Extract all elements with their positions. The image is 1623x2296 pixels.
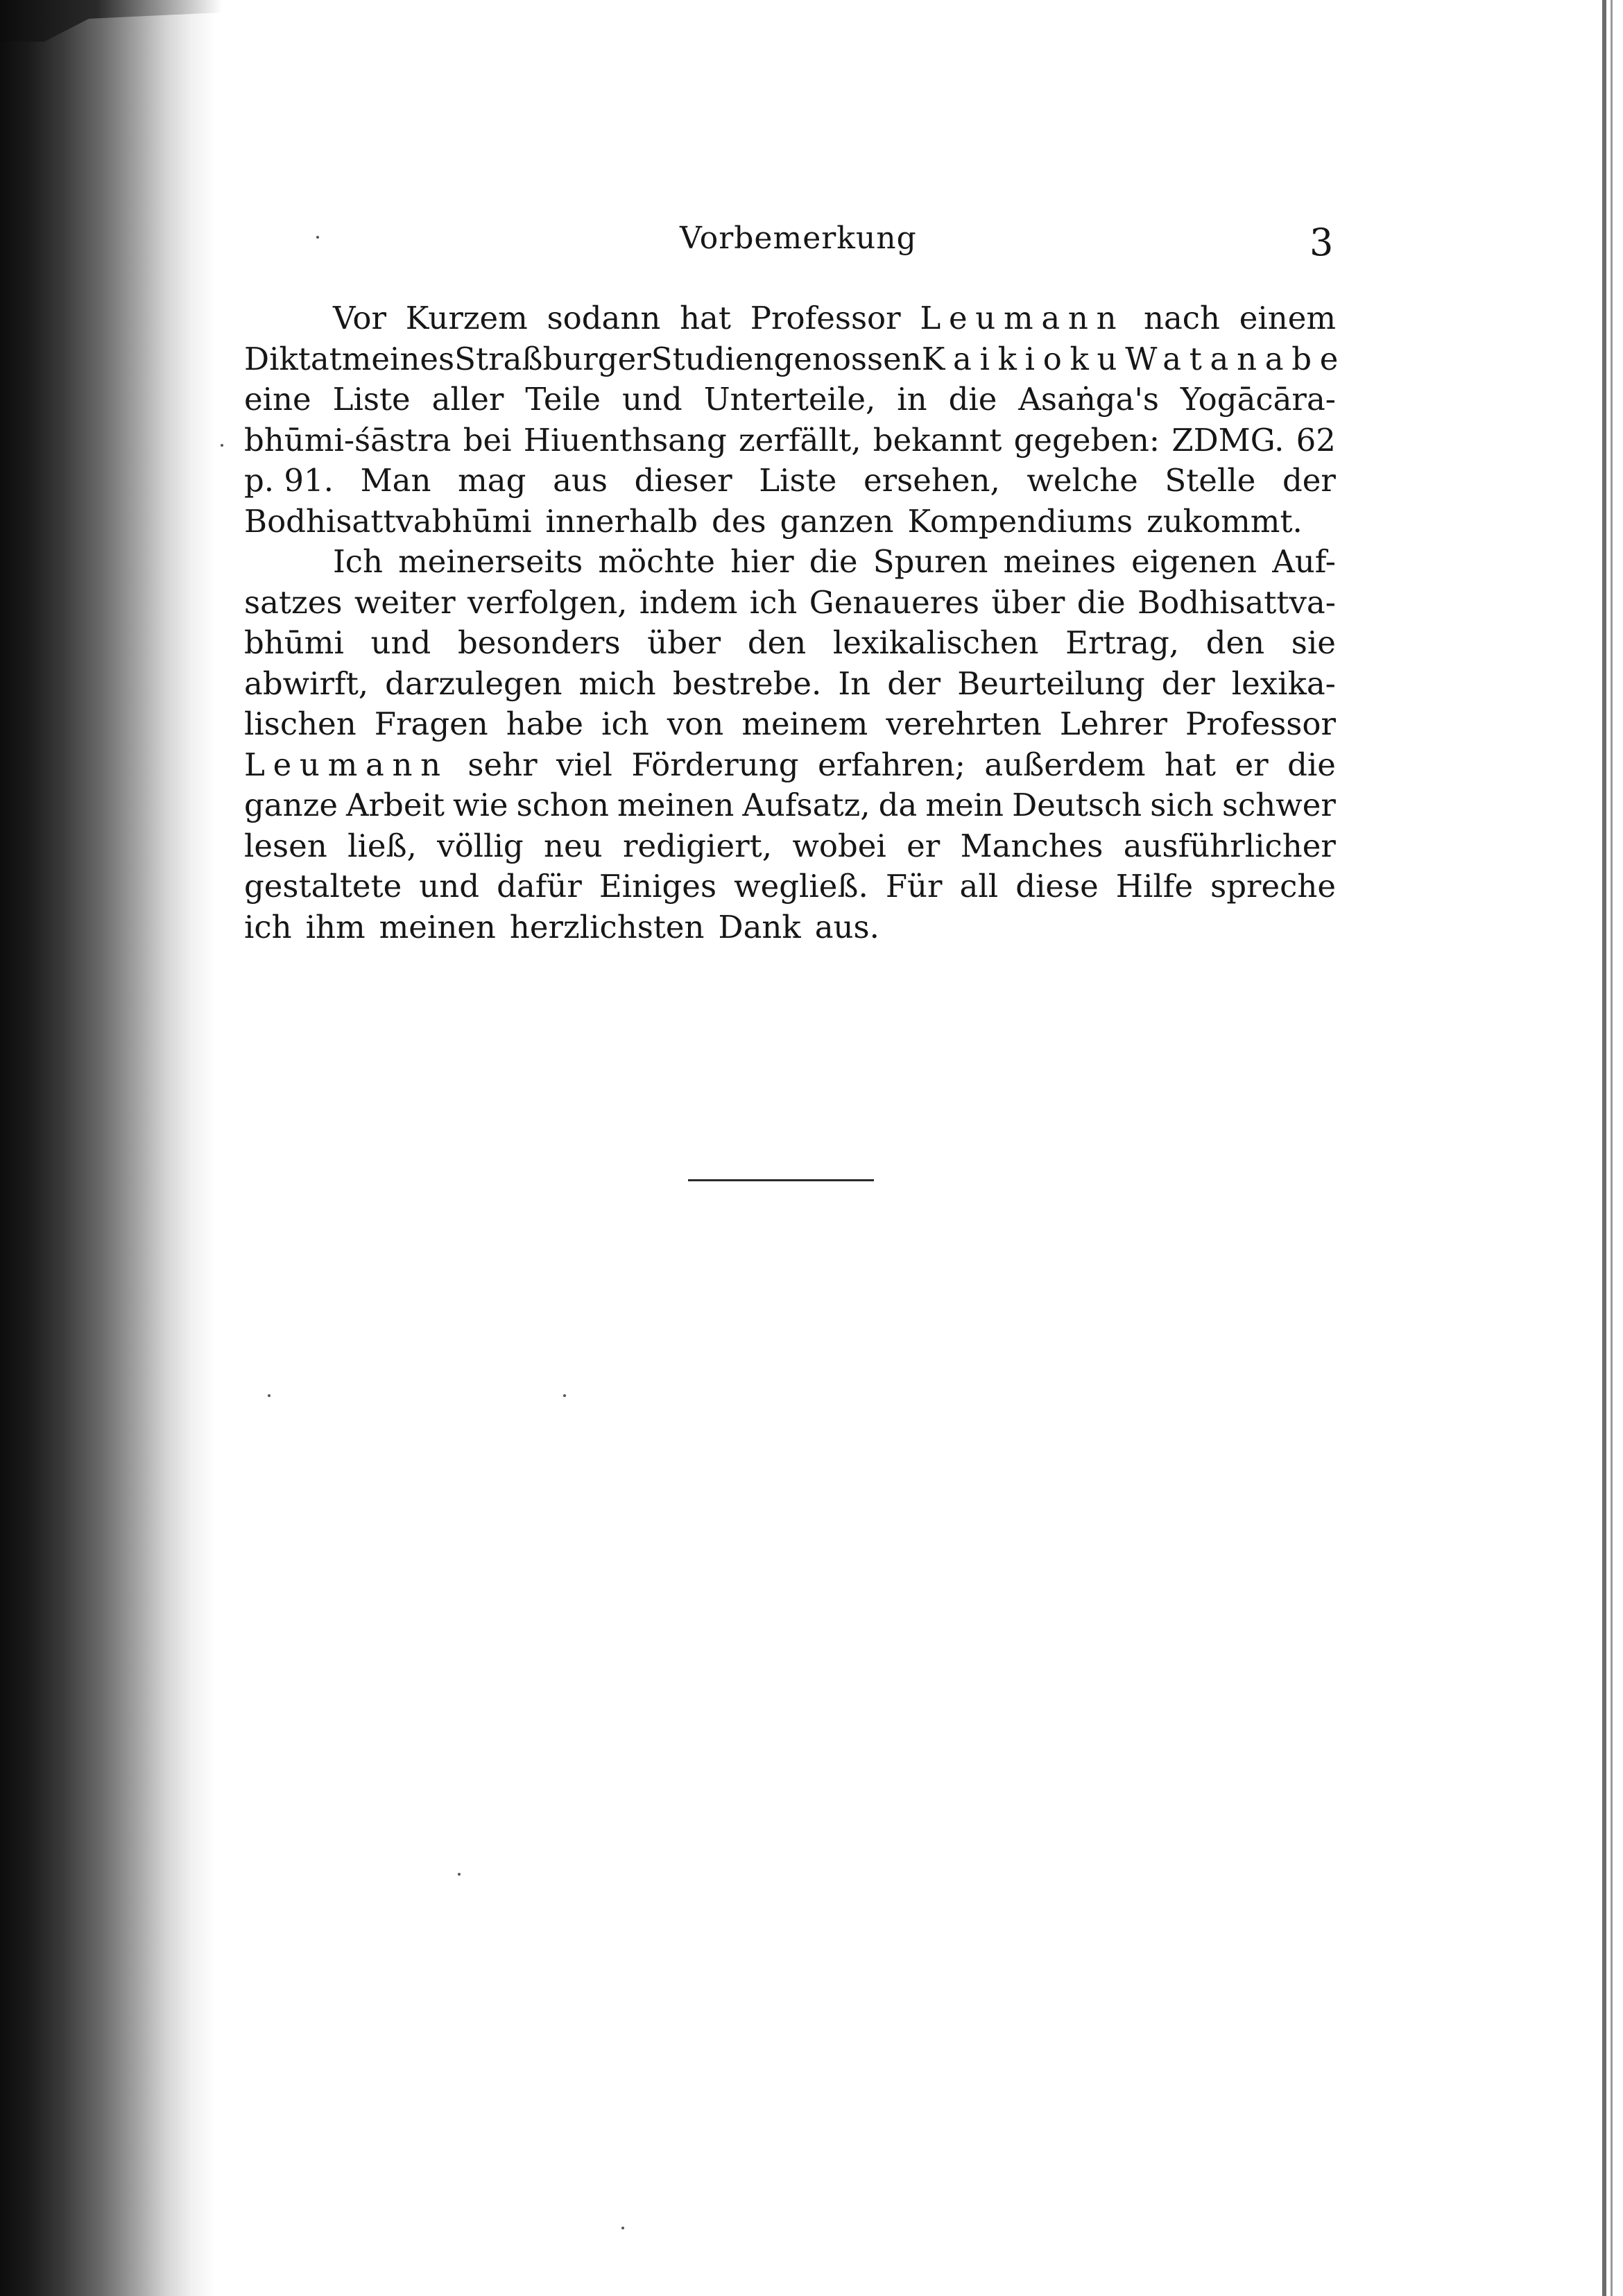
section-rule	[688, 1179, 874, 1181]
word: viel	[556, 746, 612, 783]
scan-speck	[268, 1394, 270, 1397]
word: Diktat	[244, 340, 342, 377]
word: die	[1287, 746, 1336, 783]
text-line	[244, 826, 1336, 867]
word: Stelle	[1165, 462, 1256, 499]
text-line	[244, 664, 1336, 705]
word: und	[621, 381, 682, 418]
word: wegließ.	[734, 868, 868, 905]
word: hier	[730, 543, 794, 580]
word: und	[370, 624, 431, 661]
word: Lehrer	[1059, 705, 1167, 742]
word: Ertrag,	[1065, 624, 1180, 661]
word: ihm	[305, 908, 366, 945]
word: und	[419, 868, 480, 905]
word: Unterteile,	[703, 381, 876, 418]
word: meinen	[379, 908, 496, 945]
text-line	[244, 785, 1336, 826]
spaced-name: Watanabe	[1125, 340, 1347, 377]
word: einem	[1239, 300, 1336, 336]
word: völlig	[437, 827, 524, 864]
word: Aufsatz,	[742, 787, 870, 823]
word: all	[959, 868, 999, 905]
word: bhūmi-śāstra	[244, 421, 452, 459]
word: habe	[506, 705, 584, 742]
word: lesen	[244, 827, 327, 864]
scan-speck	[221, 444, 223, 447]
word: neu	[544, 827, 603, 864]
word: aller	[431, 381, 504, 418]
word: aus	[553, 462, 608, 499]
word: Spuren	[873, 543, 988, 580]
word: ließ,	[347, 827, 417, 864]
text-line	[244, 623, 1336, 664]
word: wobei	[792, 827, 886, 864]
word: gegeben:	[1013, 421, 1160, 459]
word: spreche	[1210, 868, 1336, 905]
scan-speck	[458, 1873, 461, 1876]
word: der	[1282, 462, 1336, 499]
word: da	[878, 787, 918, 823]
scan-speck	[563, 1394, 566, 1397]
word: Man	[360, 462, 431, 499]
word: satzes	[244, 583, 343, 621]
text-line	[244, 420, 1336, 461]
scan-speck	[316, 236, 319, 239]
word: ersehen,	[864, 462, 1000, 499]
running-head: Vorbemerkung	[680, 221, 917, 256]
spaced-name: Leumann	[920, 300, 1125, 336]
word: erfahren;	[818, 746, 965, 783]
scan-speck	[621, 2227, 624, 2229]
word: ganze	[244, 787, 338, 823]
word: Hilfe	[1115, 868, 1194, 905]
word: die	[809, 543, 858, 580]
text-line	[244, 339, 1347, 380]
page-edge-right	[1602, 0, 1606, 2296]
word: zukommt.	[1147, 502, 1303, 540]
word: mein	[925, 787, 1004, 823]
word: bei	[463, 421, 512, 459]
text-line	[244, 502, 1336, 542]
word: bhūmi	[244, 624, 344, 661]
word: zerfällt,	[739, 421, 861, 459]
word: bekannt	[873, 421, 1002, 459]
word: Professor	[750, 300, 901, 336]
word: Teile	[525, 381, 601, 418]
word: Auf-	[1272, 543, 1336, 580]
word: redigiert,	[622, 827, 773, 864]
text-line	[244, 461, 1336, 502]
word: möchte	[598, 543, 715, 580]
text-line	[244, 745, 1336, 786]
word: innerhalb	[545, 502, 698, 540]
word: verfolgen,	[467, 583, 628, 621]
word: er	[1235, 746, 1269, 783]
word: Asaṅga's	[1018, 381, 1159, 418]
word: des	[712, 502, 766, 540]
word: In	[838, 665, 871, 702]
body-text	[244, 298, 1347, 948]
word: Manches	[960, 827, 1104, 864]
word: wie	[453, 787, 508, 823]
word: Bodhisattva-	[1137, 583, 1336, 621]
word: von	[667, 705, 724, 742]
text-line	[244, 298, 1336, 339]
text-line	[244, 583, 1336, 624]
word: aus.	[814, 908, 879, 945]
word: meinem	[741, 705, 868, 742]
binding-shadow	[0, 0, 215, 2296]
word: lexika-	[1231, 665, 1336, 702]
word: mag	[458, 462, 526, 499]
word: Straßburger	[454, 340, 651, 377]
word: ich	[749, 583, 798, 621]
word: ich	[244, 908, 292, 945]
text-line	[244, 542, 1336, 583]
word: außerdem	[984, 746, 1146, 783]
word: lischen	[244, 705, 357, 742]
word: Fragen	[374, 705, 488, 742]
word: dieser	[634, 462, 732, 499]
word: herzlichsten	[509, 908, 705, 945]
word: Für	[885, 868, 943, 905]
word: Professor	[1185, 705, 1336, 742]
word: Arbeit	[346, 787, 445, 823]
word: Yogācāra-	[1180, 381, 1336, 418]
word: lexikalischen	[832, 624, 1039, 661]
word: schon	[516, 787, 609, 823]
word: meinen	[617, 787, 735, 823]
word: Liste	[332, 381, 411, 418]
word: hat	[1165, 746, 1216, 783]
word: meinerseits	[398, 543, 583, 580]
word: Genaueres	[809, 583, 980, 621]
word: Beurteilung	[957, 665, 1145, 702]
text-line	[244, 704, 1336, 745]
word: Förderung	[631, 746, 799, 783]
word: Einiges	[599, 868, 717, 905]
word: dafür	[497, 868, 582, 905]
page-edge-right-inner	[1611, 0, 1613, 2296]
word: Dank	[718, 908, 801, 945]
word: darzulegen	[385, 665, 563, 702]
word: 62	[1296, 421, 1336, 459]
word: Vor	[333, 300, 386, 336]
word: er	[907, 827, 941, 864]
word: Kompendiums	[907, 502, 1133, 540]
word: mich	[578, 665, 656, 702]
word: welche	[1027, 462, 1138, 499]
word: die	[1076, 583, 1126, 621]
spaced-name: Leumann	[244, 746, 449, 783]
word: meines	[1003, 543, 1116, 580]
word: Liste	[759, 462, 837, 499]
word: verehrten	[886, 705, 1042, 742]
word: den	[747, 624, 807, 661]
word: ich	[601, 705, 649, 742]
word: gestaltete	[244, 868, 402, 905]
word: schwer	[1221, 787, 1336, 823]
text-line	[244, 907, 1336, 948]
word: in	[897, 381, 927, 418]
word: sich	[1150, 787, 1214, 823]
word: eine	[244, 381, 311, 418]
text-line	[244, 379, 1336, 420]
word: abwirft,	[244, 665, 369, 702]
word: Hiuenthsang	[523, 421, 727, 459]
word: Kurzem	[405, 300, 528, 336]
word: meines	[341, 340, 455, 377]
word: ausführlicher	[1123, 827, 1336, 864]
word: über	[991, 583, 1065, 621]
word: bestrebe.	[672, 665, 822, 702]
text-line	[244, 866, 1336, 907]
word: über	[647, 624, 721, 661]
word: der	[1161, 665, 1215, 702]
word: p. 91.	[244, 462, 334, 499]
word: ganzen	[780, 502, 894, 540]
word: der	[887, 665, 941, 702]
word: ZDMG.	[1171, 421, 1285, 459]
word: Studiengenossen	[651, 340, 922, 377]
word: sie	[1291, 624, 1336, 661]
page-number: 3	[1309, 221, 1334, 264]
word: Deutsch	[1012, 787, 1142, 823]
word: weiter	[354, 583, 456, 621]
word: nach	[1143, 300, 1220, 336]
word: besonders	[457, 624, 621, 661]
word: die	[948, 381, 997, 418]
word: sodann	[547, 300, 661, 336]
word: hat	[680, 300, 731, 336]
word: den	[1205, 624, 1265, 661]
word: Bodhisattvabhūmi	[244, 502, 532, 540]
word: indem	[639, 583, 738, 621]
spaced-name: Kaikioku	[921, 340, 1126, 377]
word: diese	[1015, 868, 1099, 905]
word: Ich	[333, 543, 383, 580]
word: sehr	[467, 746, 538, 783]
word: eigenen	[1131, 543, 1257, 580]
